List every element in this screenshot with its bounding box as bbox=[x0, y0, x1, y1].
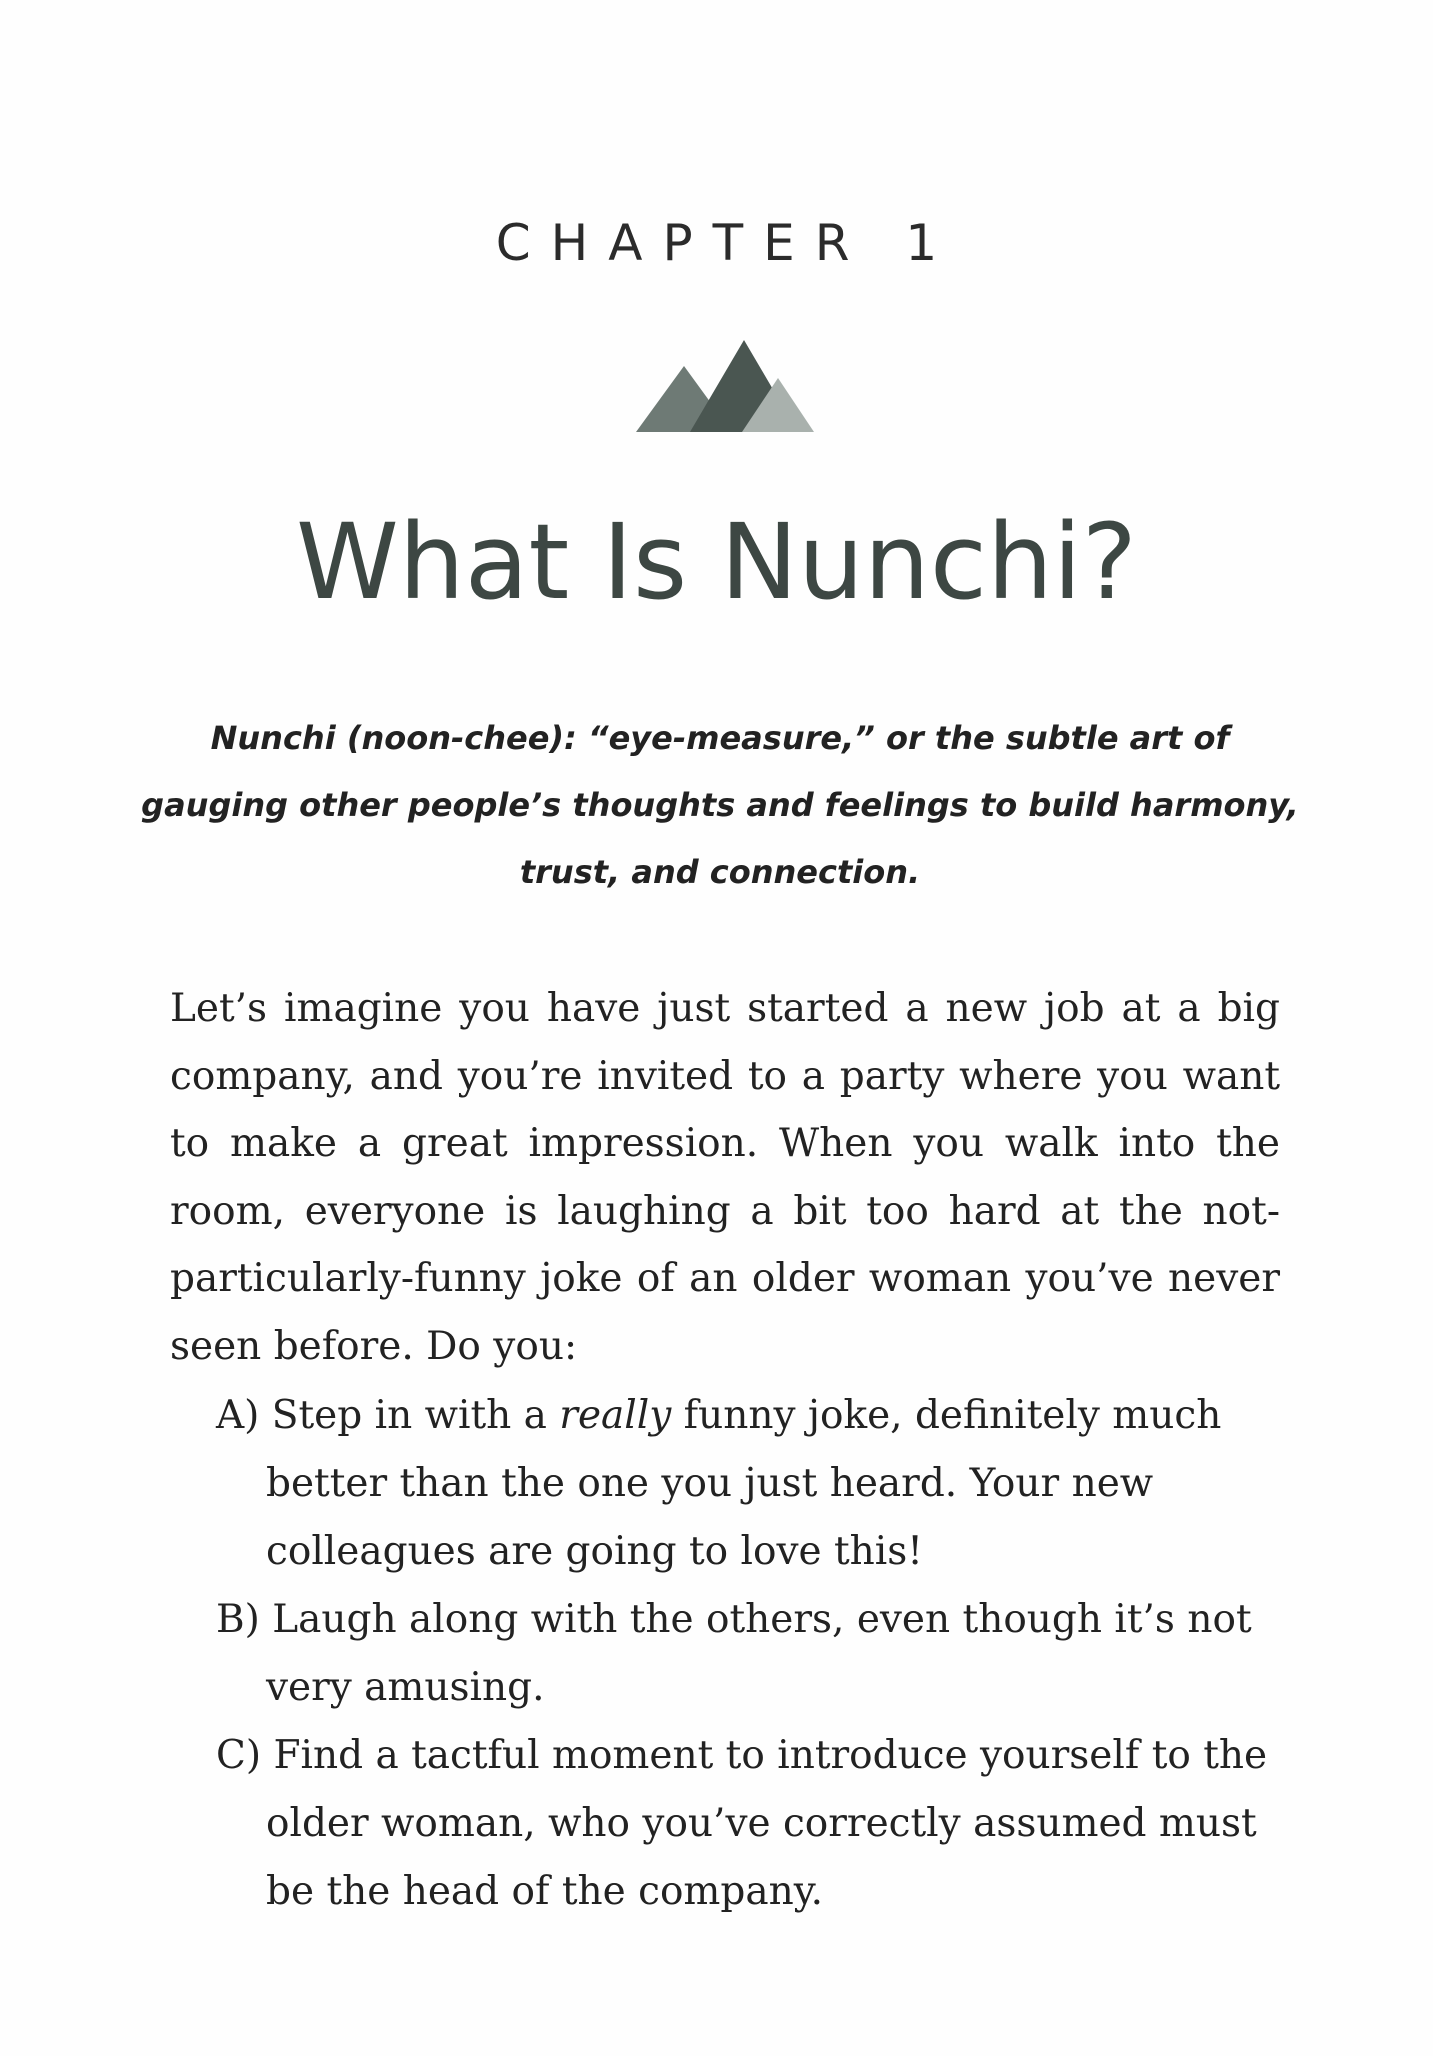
answer-options bbox=[216, 1382, 1276, 1926]
chapter-label: CHAPTER 1 bbox=[495, 214, 958, 272]
definition-text: Nunchi (noon-chee): “eye-measure,” or the subtle art of gauging other people’s thoughts and feelings to build harmony, trust, and connection. bbox=[141, 719, 1299, 891]
option-a-emphasis: really bbox=[559, 1393, 672, 1438]
option-a bbox=[216, 1382, 1276, 1586]
option-a-prefix: A) Step in with a bbox=[216, 1393, 560, 1438]
chapter-title: What Is Nunchi? bbox=[295, 501, 1138, 623]
option-a-suffix: funny joke, definitely much better than the one you just heard. Your new colleagues are going to love this! bbox=[266, 1393, 1222, 1574]
option-c bbox=[216, 1722, 1276, 1926]
option-b bbox=[216, 1586, 1276, 1722]
body-paragraph: Let’s imagine you have just started a new job at a big company, and you’re invited to a party where you want to make a great impression. When you walk into the room, everyone is laughing a bit too hard at the not-particularly-funny joke of an older woman you’ve never seen before. Do you: bbox=[170, 986, 1280, 1369]
option-b-text: B) Laugh along with the others, even though it’s not very amusing. bbox=[216, 1597, 1252, 1710]
mountains-icon bbox=[636, 340, 814, 432]
option-c-text: C) Find a tactful moment to introduce yourself to the older woman, who you’ve correctly assumed must be the head of the company. bbox=[216, 1733, 1268, 1914]
